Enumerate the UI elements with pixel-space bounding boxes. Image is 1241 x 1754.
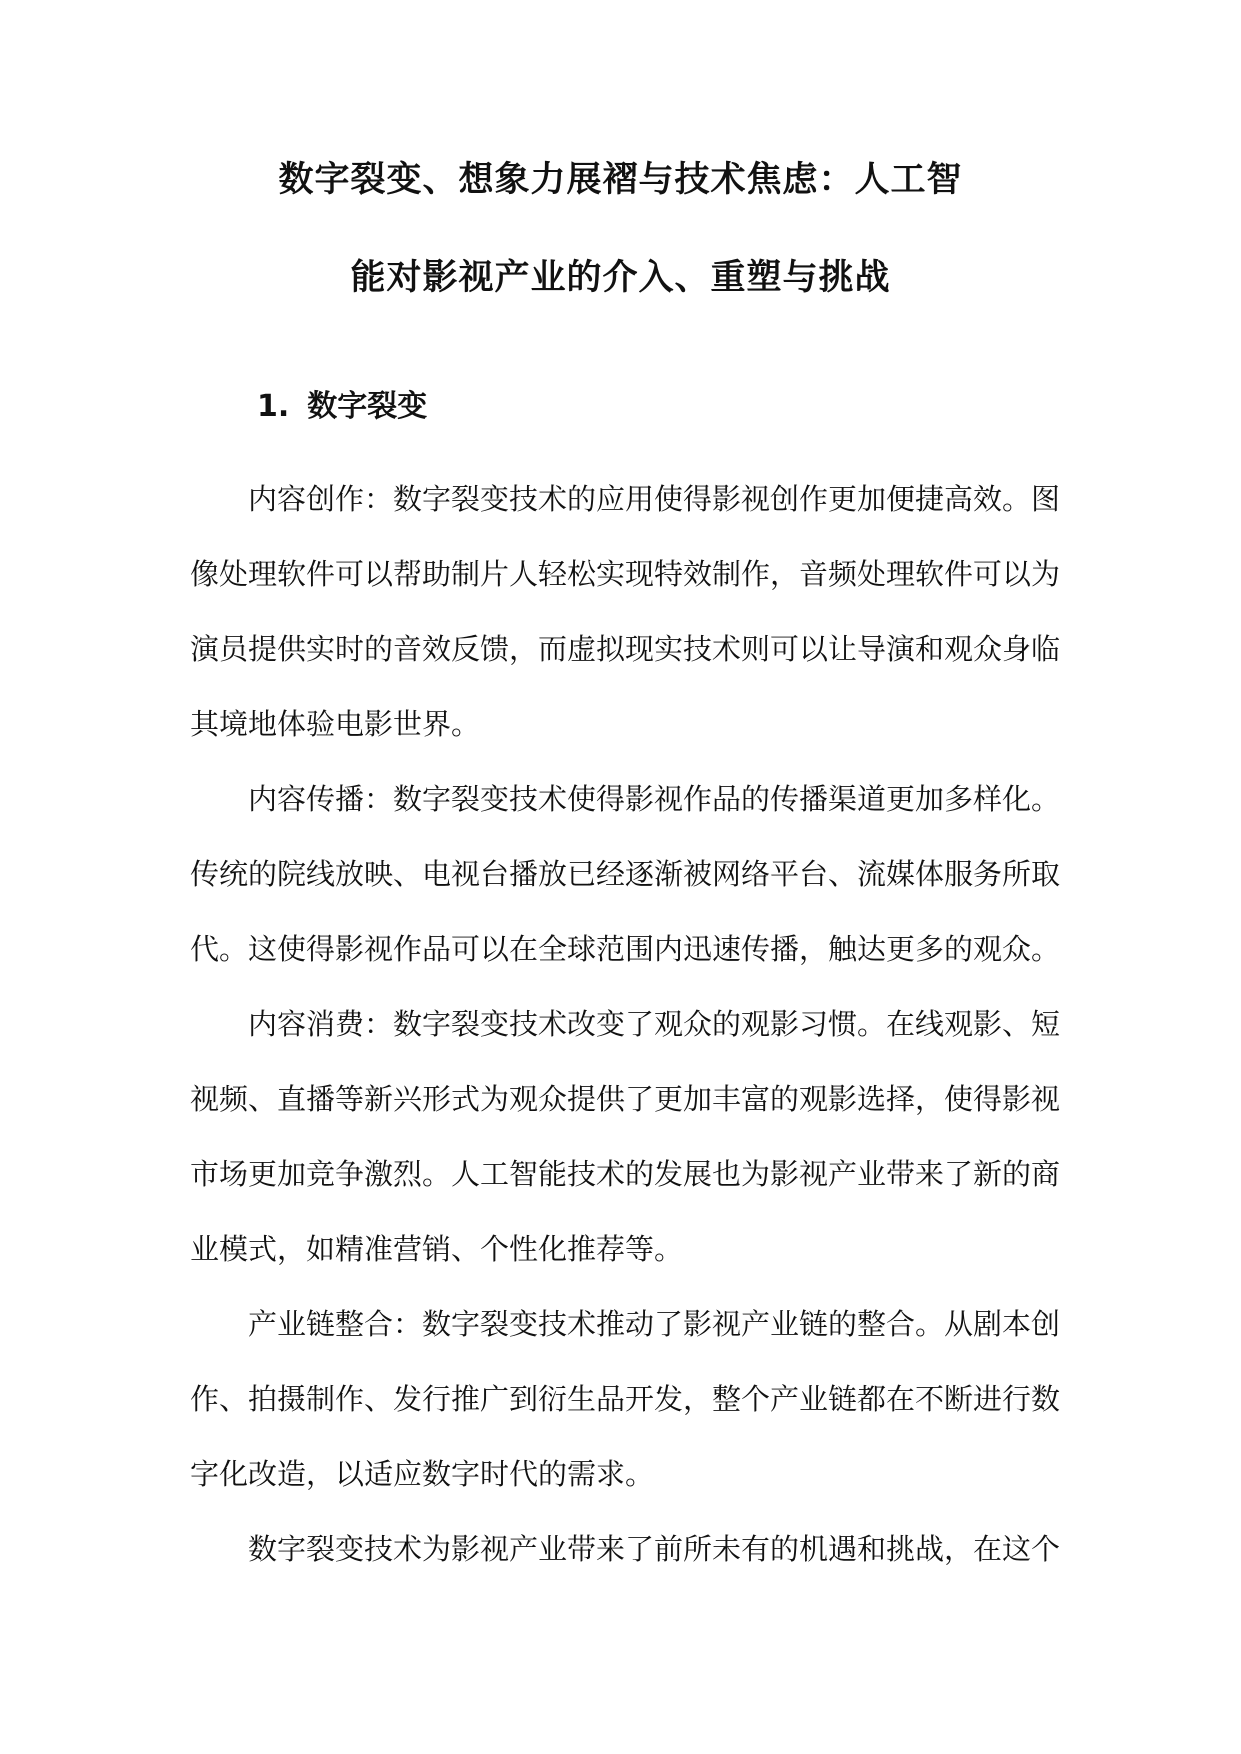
paragraph-content-distribution: 内容传播：数字裂变技术使得影视作品的传播渠道更加多样化。传统的院线放映、电视台播放已经逐渐被网络平台、流媒体服务所取代。这使得影视作品可以在全球范围内迅速传播，触达更多的观众。: [190, 782, 1061, 966]
section-heading-text: 数字裂变: [307, 389, 428, 424]
document-title-line-2: 能对影视产业的介入、重塑与挑战: [350, 258, 891, 298]
section-number: 1.: [257, 389, 290, 424]
section-heading: [257, 381, 427, 425]
paragraph-content-consumption: 内容消费：数字裂变技术改变了观众的观影习惯。在线观影、短视频、直播等新兴形式为观众提供了更加丰富的观影选择，使得影视市场更加竞争激烈。人工智能技术的发展也为影视产业带来了新的商业模式，如精准营销、个性化推荐等。: [190, 1007, 1061, 1266]
body-text: [190, 462, 1060, 1587]
document-title-line-1: 数字裂变、想象力展褶与技术焦虑：人工智: [278, 160, 963, 200]
paragraph-industry-chain: 产业链整合：数字裂变技术推动了影视产业链的整合。从剧本创作、拍摄制作、发行推广到衍生品开发，整个产业链都在不断进行数字化改造，以适应数字时代的需求。: [190, 1307, 1061, 1491]
paragraph-content-creation: 内容创作：数字裂变技术的应用使得影视创作更加便捷高效。图像处理软件可以帮助制片人轻松实现特效制作，音频处理软件可以为演员提供实时的音效反馈，而虚拟现实技术则可以让导演和观众身临其境地体验电影世界。: [190, 482, 1061, 741]
paragraph-opportunities: 数字裂变技术为影视产业带来了前所未有的机遇和挑战，在这个: [248, 1532, 1061, 1566]
